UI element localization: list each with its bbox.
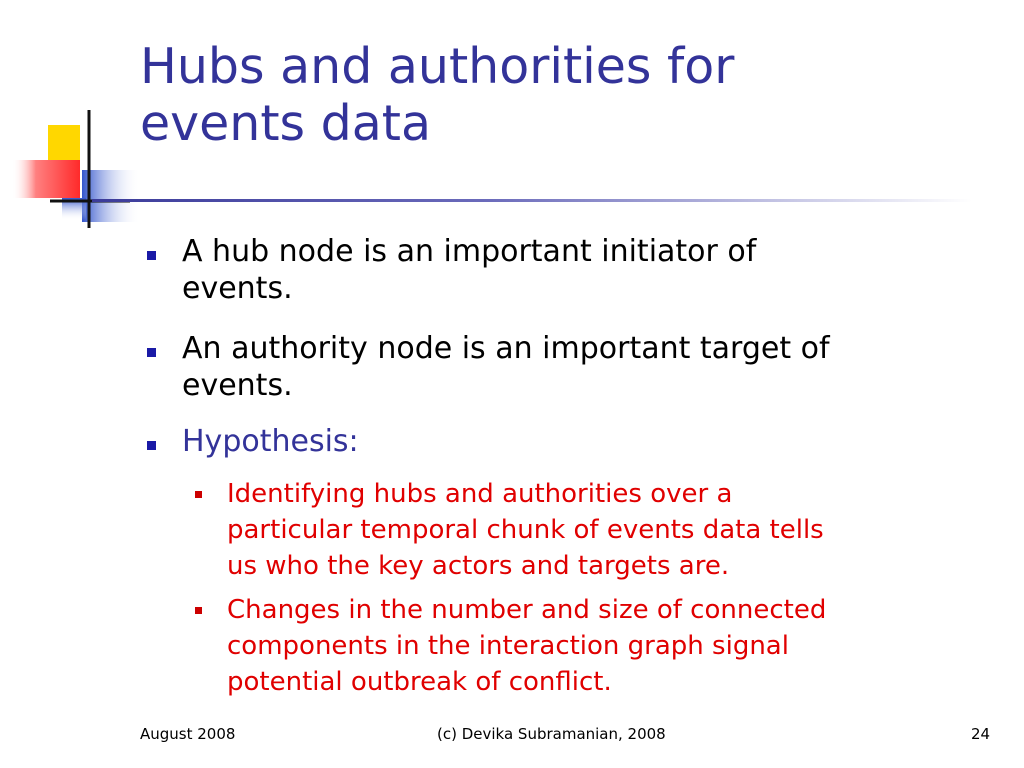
bullet-text [182,330,1012,404]
slide-title [140,38,1000,152]
bullet-line: Hypothesis: [182,424,359,459]
title-divider [92,199,972,202]
sub-bullet-line: Changes in the number and size of connected [227,595,827,625]
bullet-line: events. [182,271,293,306]
title-line-2: events data [140,95,432,152]
sub-bullet-line: potential outbreak of conflict. [227,667,612,697]
blue-bar [82,170,140,222]
bullet-text [182,233,1012,307]
bullet-square-icon [147,441,156,450]
footer-copyright: (c) Devika Subramanian, 2008 [437,725,666,743]
sub-bullet-text [227,592,987,700]
bullet-text [182,423,1012,460]
sub-bullet-line: particular temporal chunk of events data tells [227,515,824,545]
corner-decoration [0,0,150,240]
bullet-square-icon [147,251,156,260]
sub-bullet-square-icon [195,607,202,614]
bullet-line: An authority node is an important target of [182,331,830,366]
sub-bullet-text [227,476,987,584]
sub-bullet-line: us who the key actors and targets are. [227,551,730,581]
bullet-line: events. [182,368,293,403]
red-bar [12,160,80,198]
page-number: 24 [971,725,991,743]
sub-bullet-line: Identifying hubs and authorities over a [227,479,733,509]
title-line-1: Hubs and authorities for [140,38,735,95]
sub-bullet-line: components in the interaction graph signal [227,631,789,661]
sub-bullet-square-icon [195,491,202,498]
bullet-square-icon [147,348,156,357]
bullet-line: A hub node is an important initiator of [182,234,757,269]
footer-date: August 2008 [140,725,236,743]
